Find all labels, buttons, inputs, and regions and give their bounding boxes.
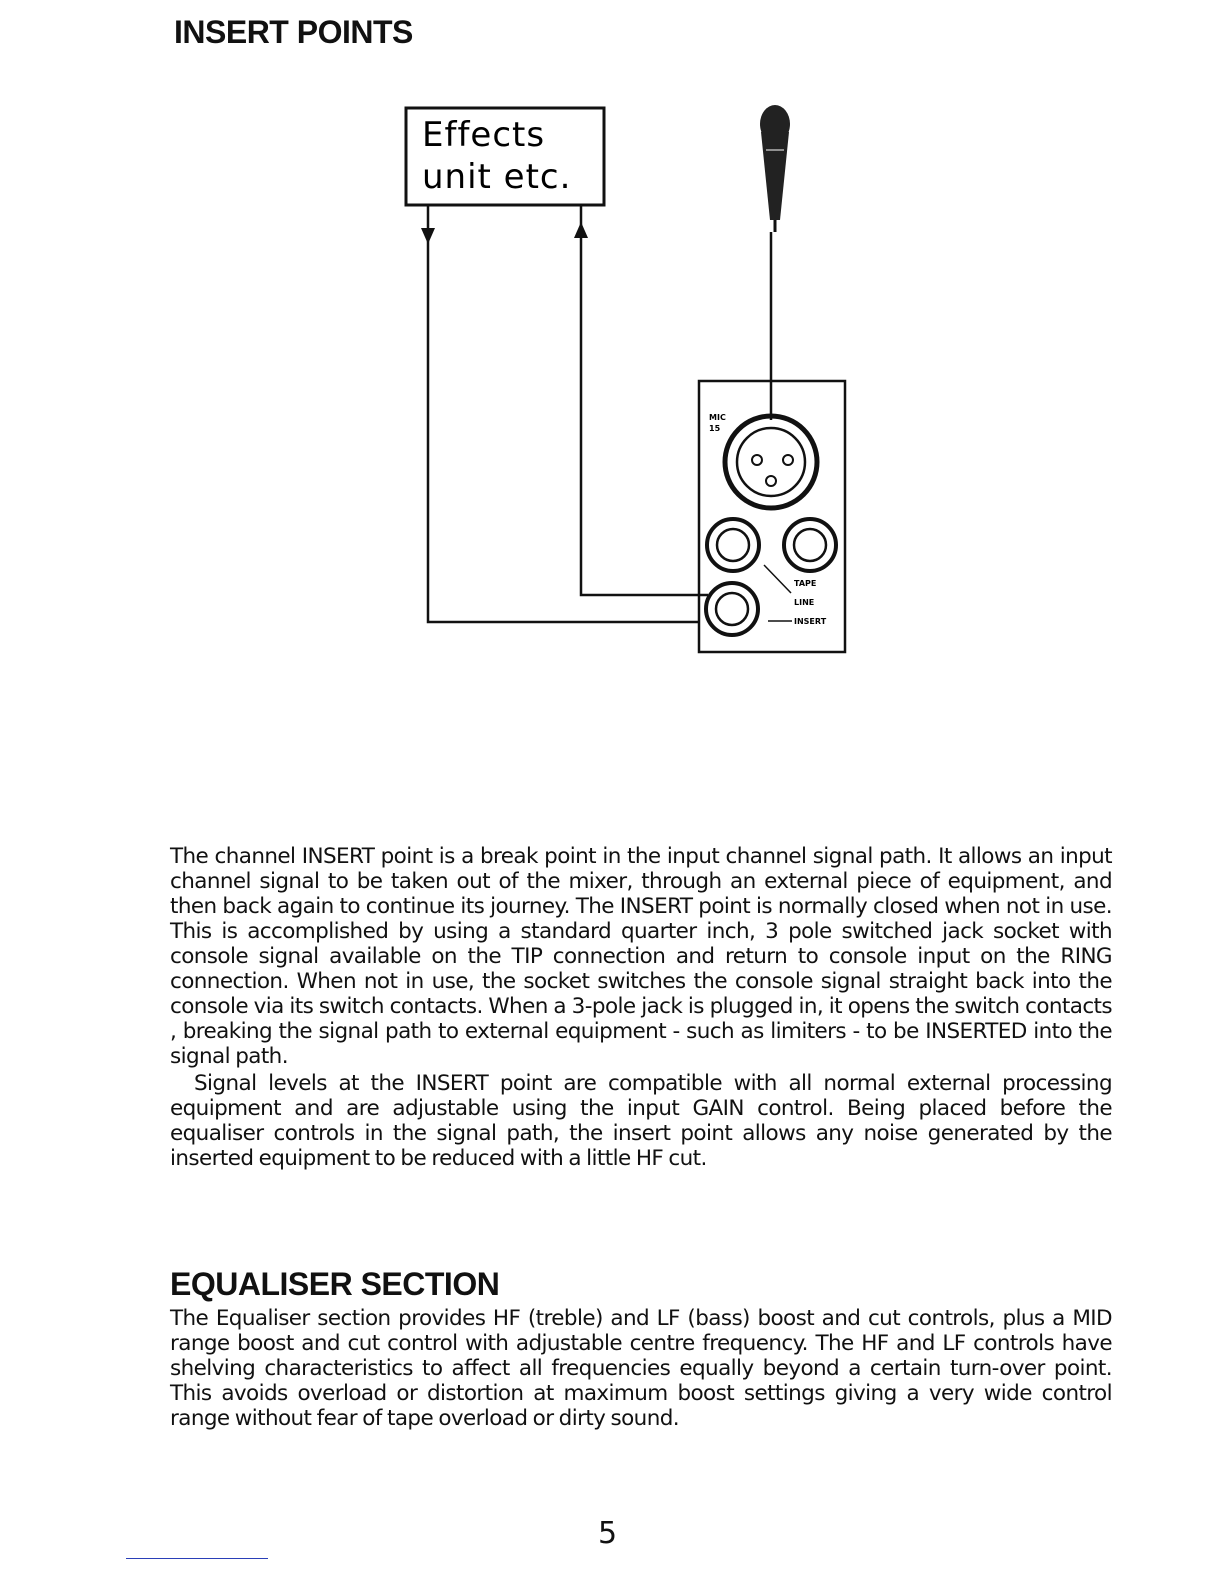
return-signal-line [574, 205, 708, 595]
effects-unit-label-line2: unit etc. [422, 157, 572, 197]
tape-socket-icon [707, 519, 759, 571]
up-arrow-icon [574, 222, 588, 238]
line-label: LINE [794, 598, 815, 607]
line-socket-icon [784, 519, 836, 571]
section-heading-equaliser: EQUALISER SECTION [170, 1266, 500, 1302]
insert-point-diagram [0, 0, 1224, 700]
page-number: 5 [598, 1516, 618, 1551]
channel-input-panel [699, 381, 845, 652]
insert-paragraph-1: The channel INSERT point is a break point in the input channel signal path. It allows an input channel signal to be taken out of the mixer, through an external piece of equipment, and then back again to continue its journey. The INSERT point is normally closed when not in use. This is accomplished by using a standard quarter inch, 3 pole switched jack socket with console signal available on the TIP connection and return to console input on the RING connection. When not in use, the socket switches the console signal straight back into the console via its switch contacts. When a 3-pole jack is plugged in, it opens the switch contacts , breaking the signal path to external equipment - such as limiters - to be INSERTED into the signal path. [170, 844, 1112, 1069]
insert-label: INSERT [794, 617, 827, 626]
footer-rule [126, 1558, 268, 1559]
insert-socket-icon [706, 583, 758, 635]
down-arrow-icon [421, 228, 435, 244]
microphone-icon [760, 105, 790, 420]
effects-unit-box [406, 108, 604, 205]
effects-unit-label-line1: Effects [422, 115, 546, 155]
mic-label-line2: 15 [709, 424, 721, 433]
mic-label-line1: MIC [709, 413, 726, 422]
tape-label: TAPE [794, 579, 817, 588]
send-signal-line [421, 205, 700, 622]
insert-paragraph-2: Signal levels at the INSERT point are compatible with all normal external processing equipment and are adjustable using the input GAIN control. Being placed before the equaliser controls in the signal path, the insert point allows any noise generated by the inserted equipment to be reduced with a little HF cut. [170, 1071, 1112, 1171]
xlr-socket-icon [725, 416, 817, 508]
section-heading-insert-points: INSERT POINTS [174, 14, 413, 50]
equaliser-paragraph-1: The Equaliser section provides HF (treble) and LF (bass) boost and cut controls, plus a MID range boost and cut control with adjustable centre frequency. The HF and LF controls have shelving characteristics to affect all frequencies equally beyond a certain turn-over point. This avoids overload or distortion at maximum boost settings giving a very wide control range without fear of tape overload or dirty sound. [170, 1306, 1112, 1431]
